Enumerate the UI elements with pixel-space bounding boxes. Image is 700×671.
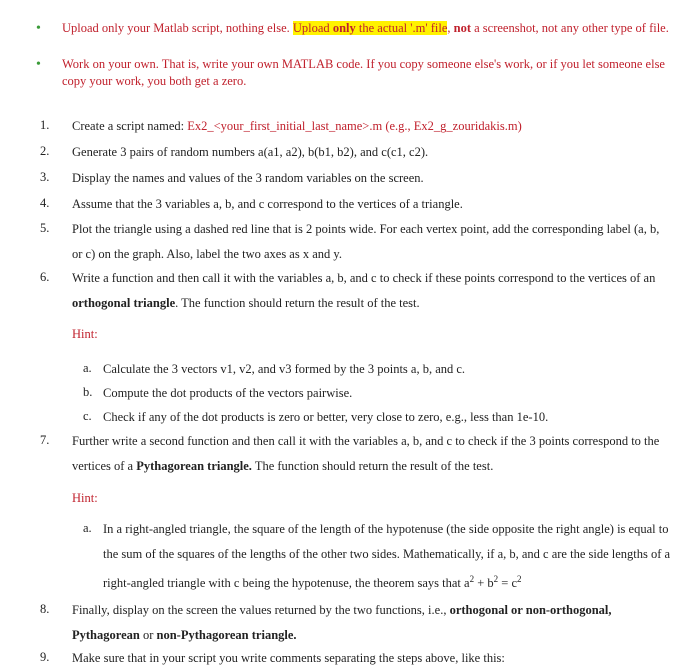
bullet-own-work-text: Work on your own. That is, write your own MATLAB code. If you copy someone else's work, or if you let someone else copy your work, you both get a zero. — [62, 57, 665, 88]
pythagorean-formula: $a^2 + b^2 = c^2$ — [464, 574, 522, 590]
bullet-upload-text: Upload only your Matlab script, nothing else. Upload only the actual '.m' file, not a screenshot, not any other type of file. — [62, 21, 669, 35]
bullet-icon: • — [36, 21, 41, 36]
bullet-icon: • — [36, 57, 41, 72]
